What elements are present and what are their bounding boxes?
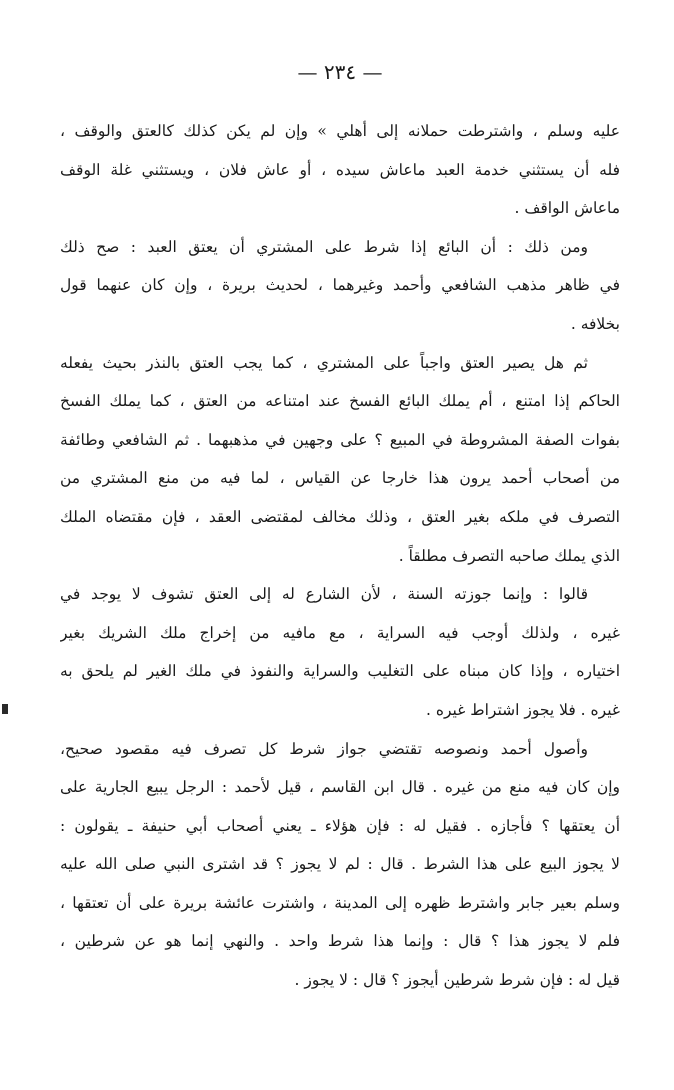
text-line: ثم هل يصير العتق واجباً على المشتري ، كما يجب العتق بالنذر بحيث يفعله bbox=[60, 353, 588, 372]
text-line: الذي يملك صاحبه التصرف مطلقاً . bbox=[398, 546, 620, 565]
text-line: وأصول أحمد ونصوصه تقتضي جواز شرط كل تصرف فيه مقصود صحيح، bbox=[60, 739, 588, 758]
text-line: أن يعتقها ؟ فأجازه . فقيل له : فإن هؤلاء ـ يعني أصحاب أبي حنيفة ـ يقولون : bbox=[60, 816, 620, 835]
text-line: التصرف في ملكه بغير العتق ، وذلك مخالف لمقتضى العقد ، فإن مقتضاه الملك bbox=[60, 507, 620, 526]
text-line: غيره . فلا يجوز اشتراط غيره . bbox=[426, 700, 620, 719]
text-line: اختياره ، وإذا كان مبناه على التغليب والسراية والنفوذ في ملك الغير لم يلحق به bbox=[60, 662, 620, 681]
text-line: قالوا : وإنما جوزته السنة ، لأن الشارع له إلى العتق تشوف لا يوجد في bbox=[60, 585, 588, 604]
text-line: فلم لا يجوز هذا ؟ قال : وإنما هذا شرط واحد . والنهي إنما هو عن شرطين ، bbox=[60, 932, 620, 951]
text-line: ومن ذلك : أن البائع إذا شرط على المشتري أن يعتق العبد : صح ذلك bbox=[60, 237, 588, 256]
text-line: لا يجوز البيع على هذا الشرط . قال : لم لا يجوز ؟ قد اشترى النبي صلى الله عليه bbox=[60, 855, 620, 874]
text-line: وإن كان فيه منع من غيره . قال ابن القاسم ، قيل لأحمد : الرجل يبيع الجارية على bbox=[60, 778, 620, 797]
book-page bbox=[60, 52, 620, 1062]
text-line: بفوات الصفة المشروطة في المبيع ؟ على وجهين في مذهبهما . ثم الشافعي وطائفة bbox=[60, 430, 620, 449]
page-number: — ٢٣٤ — bbox=[297, 60, 383, 84]
text-line: قيل له : فإن شرط شرطين أيجوز ؟ قال : لا يجوز . bbox=[294, 971, 620, 990]
text-line: فله أن يستثني خدمة العبد ماعاش سيده ، أو عاش فلان ، ويستثني غلة الوقف bbox=[60, 160, 620, 179]
text-line: غيره ، ولذلك أوجب فيه السراية ، مع مافيه من إخراج ملك الشريك بغير bbox=[60, 623, 620, 642]
text-line: وسلم بعير جابر واشترط ظهره إلى المدينة ، واشترت عائشة بريرة على أن تعتقها ، bbox=[60, 893, 620, 912]
margin-mark bbox=[2, 704, 8, 714]
text-line: من أصحاب أحمد يرون هذا خارجا عن القياس ، لما فيه من منع المشتري من bbox=[60, 469, 620, 488]
text-line: ماعاش الواقف . bbox=[514, 199, 620, 218]
text-line: عليه وسلم ، واشترطت حملانه إلى أهلي » وإن لم يكن كذلك كالعتق والوقف ، bbox=[60, 122, 620, 140]
text-line: في ظاهر مذهب الشافعي وأحمد وغيرهما ، لحديث بريرة ، وإن كان عنهما قول bbox=[60, 276, 620, 295]
text-line: بخلافه . bbox=[570, 314, 620, 333]
text-line: الحاكم إذا امتنع ، أم يملك البائع الفسخ عند امتناعه من العتق ، كما يملك الفسخ bbox=[60, 392, 620, 411]
body-text bbox=[60, 112, 620, 1000]
